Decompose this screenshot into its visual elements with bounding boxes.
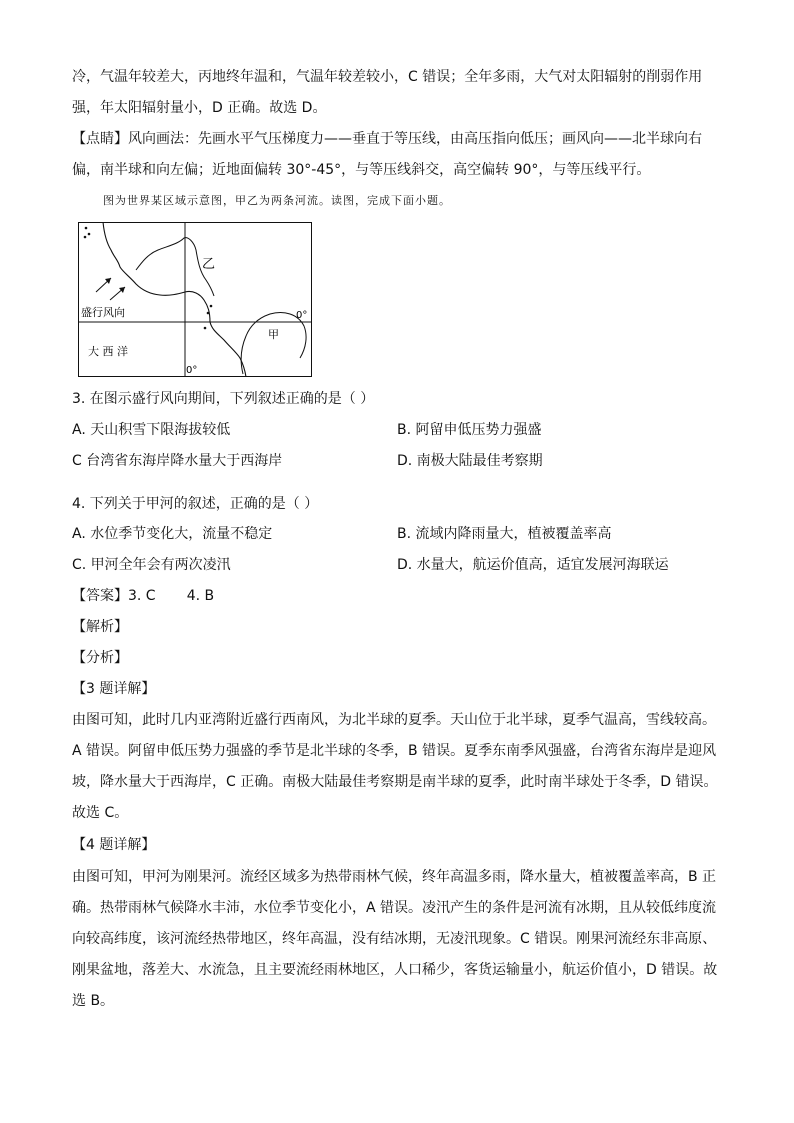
island-dot (207, 312, 210, 315)
q4-detail-line: 选 B。 (72, 993, 115, 1009)
q3-detail-tag: 【3 题详解】 (72, 681, 156, 697)
q4-detail-line: 确。热带雨林气候降水丰沛，水位季节变化小，A 错误。凌汛产生的条件是河流有冰期，且从较低纬度流 (72, 900, 717, 916)
dianjing-line: 偏，南半球和向左偏；近地面偏转 30°-45°，与等压线斜交，高空偏转 90°，与等压线平行。 (72, 162, 651, 178)
q3-option-b: B. 阿留申低压势力强盛 (397, 422, 542, 438)
paragraph-line: 冷，气温年较差大，丙地终年温和，气温年较差较小，C 错误；全年多雨，大气对太阳辐射的削弱作用 (72, 69, 703, 85)
q4-option-c: C. 甲河全年会有两次凌汛 (72, 557, 231, 573)
q3-detail-line: 坡，降水量大于西海岸，C 正确。南极大陆最佳考察期是南半球的夏季，此时南半球处于冬季，D 错误。 (72, 774, 718, 790)
island-dot (88, 233, 91, 236)
q4-detail-tag: 【4 题详解】 (72, 837, 156, 853)
q3-detail-line: 故选 C。 (72, 805, 129, 821)
label-jia: 甲 (268, 328, 279, 341)
answer-tag: 【答案】 (72, 588, 128, 604)
answer-text: 3. C 4. B (128, 588, 215, 604)
q3-option-a: A. 天山积雪下限海拔较低 (72, 422, 231, 438)
q4-detail-line: 向较高纬度，该河流经热带地区，终年高温，没有结冰期，无凌汛现象。C 错误。刚果河流经东非高原、 (72, 931, 717, 947)
q4-option-d: D. 水量大，航运价值高，适宜发展河海联运 (397, 557, 669, 573)
q4-option-a: A. 水位季节变化大，流量不稳定 (72, 526, 273, 542)
label-wind: 盛行风向 (81, 306, 125, 319)
label-equator: 0° (296, 310, 308, 321)
island-dot (85, 227, 88, 230)
paragraph-line: 强，年太阳辐射量小，D 正确。故选 D。 (72, 100, 327, 116)
dianjing-tag: 【点睛】 (72, 131, 128, 147)
dianjing-text: 风向画法：先画水平气压梯度力——垂直于等压线，由高压指向低压；画风向——北半球向右 (128, 131, 702, 147)
q4-detail-line: 由图可知，甲河为刚果河。流经区域多为热带雨林气候，终年高温多雨，降水量大，植被覆盖率高，B 正 (72, 869, 717, 885)
label-yi: 乙 (202, 257, 216, 272)
question-3-stem: 3. 在图示盛行风向期间，下列叙述正确的是（ ） (72, 391, 375, 407)
dianjing-line (72, 128, 732, 150)
q3-option-d: D. 南极大陆最佳考察期 (397, 453, 543, 469)
label-meridian: 0° (186, 365, 198, 376)
region-map (78, 222, 312, 377)
label-ocean: 大 西 洋 (88, 345, 128, 358)
q3-detail-line: A 错误。阿留申低压势力强盛的季节是北半球的冬季，B 错误。夏季东南季风强盛，台湾省东海岸是迎风 (72, 743, 717, 759)
island-dot (210, 305, 213, 308)
question-4-stem: 4. 下列关于甲河的叙述，正确的是（ ） (72, 496, 319, 512)
analysis-tag: 【解析】 (72, 619, 128, 635)
q4-detail-line: 刚果盆地，落差大、水流急，且主要流经雨林地区，人口稀少，客货运输量小，航运价值小，D 错误。故 (72, 962, 718, 978)
q3-detail-line: 由图可知，此时几内亚湾附近盛行西南风，为北半球的夏季。天山位于北半球，夏季气温高，雪线较高。 (72, 712, 716, 728)
island-dot (84, 236, 87, 239)
answer-line (72, 585, 732, 607)
q3-option-c: C 台湾省东海岸降水量大于西海岸 (72, 453, 283, 469)
q4-option-b: B. 流域内降雨量大，植被覆盖率高 (397, 526, 612, 542)
fenxi-tag: 【分析】 (72, 650, 128, 666)
island-dot (204, 327, 207, 330)
map-caption: 图为世界某区域示意图，甲乙为两条河流。读图，完成下面小题。 (103, 194, 451, 207)
